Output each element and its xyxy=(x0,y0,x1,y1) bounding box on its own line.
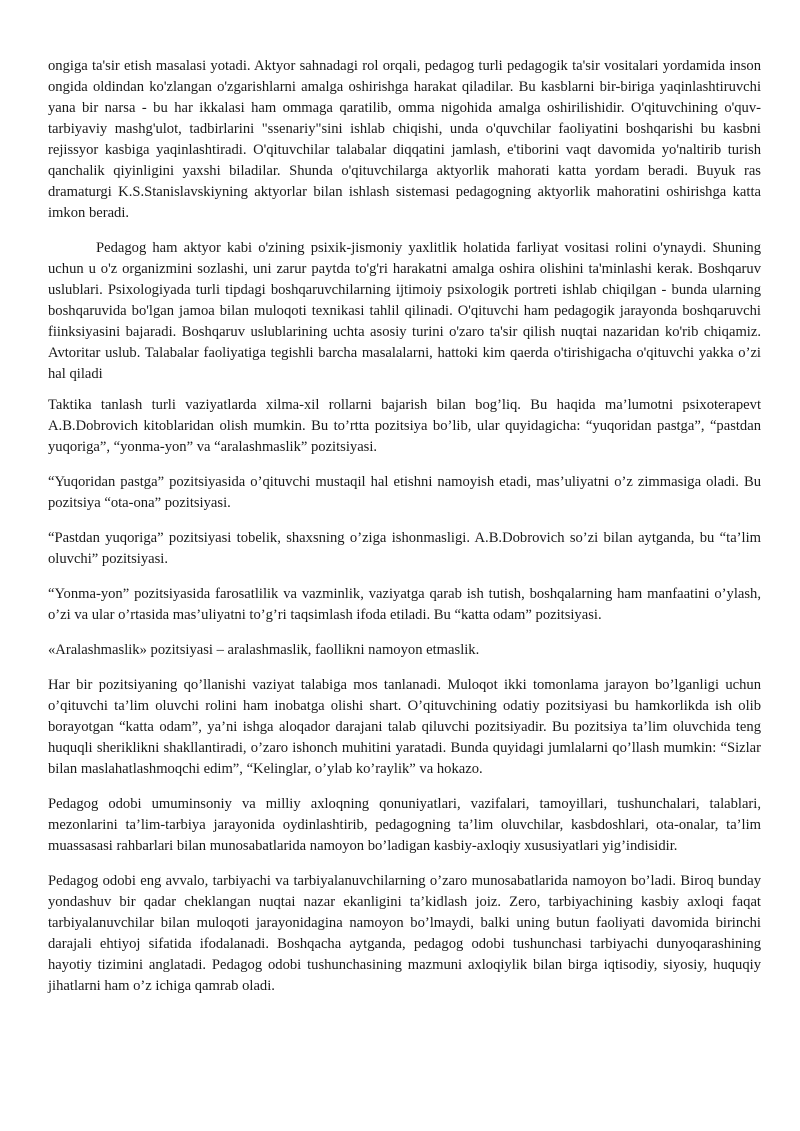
paragraph-position-choice: Har bir pozitsiyaning qo’llanishi vaziyat talabiga mos tanlanadi. Muloqot ikki tomonlama jarayon bo’lganligi uchun o’qituvchi ta’lim oluvchi rolini ham inobatga olishi shart. O’qituvchining odatiy pozitsiyasi bu hamkorlikda ish olib borayotgan “katta odam”, ya’ni ishga aloqador darajani talab qiluvchi pozitsiyadir. Bu pozitsiya ta’lim oluvchida teng huquqli sheriklikni shakllantiradi, o’zaro ishonch muhitini yaratadi. Bunda quyidagi jumlalarni qo’llash mumkin: “Sizlar bilan maslahatlashmoqchi edim”, “Kelinglar, o’ylab ko’raylik” va hokazo. xyxy=(48,677,761,777)
paragraph-pedagog-ethics-definition: Pedagog odobi umuminsoniy va milliy axloqning qonuniyatlari, vazifalari, tamoyillari, tushunchalari, talablari, mezonlarini ta’lim-tarbiya jarayonida oydinlashtirib, pedagogning ta’lim oluvchilar, kasbdoshlari, ota-onalar, ta’lim muassasasi rahbarlari bilan munosabatlarida namoyon bo’ladigan kasbiy-axloqiy xususiyatlari yig’indisidir. xyxy=(48,796,761,854)
paragraph-non-interference: «Aralashmaslik» pozitsiyasi – aralashmaslik, faollikni namoyon etmaslik. xyxy=(48,642,480,658)
paragraph-management-styles: Pedagog ham aktyor kabi o'zining psixik-jismoniy yaxlitlik holatida farliyat vositasi rolini o'ynaydi. Shuning uchun u o'z organizmini sozlashi, uni zarur paytda to'g'ri harakatni amalga oshira olishini ta'minlashi kerak. Boshqaruv uslublari. Psixologiyada turli tipdagi boshqaruvchilarning ijtimoiy psixologik portreti ishlab chiqilgan - bunda ularning boshqaruvida bo'lgan jamoa bilan muloqoti texnikasi tahlil qilinadi. O'qituvchi ham pedagogik jarayonda boshqaruvchi fiinksiyasini bajaradi. Boshqaruv uslublarining uchta asosiy turini o'zaro ta'sir qilish nuqtai nazaridan ko'rib chiqamiz. Avtoritar uslub. Talabalar faoliyatiga tegishli barcha masalalarni, hattoki kim qaerda o'tirishigacha o'qituvchi yakka o’zi hal qiladi xyxy=(48,240,761,382)
document-page xyxy=(48,56,761,1011)
paragraph-pedagog-ethics-scope: Pedagog odobi eng avvalo, tarbiyachi va tarbiyalanuvchilarning o’zaro munosabatlarida namoyon bo’ladi. Biroq bunday yondashuv bir qadar cheklangan nuqtai nazar ekanligini ta’kidlash joiz. Zero, tarbiyachining kasbiy axloqi faqat tarbiyalanuvchilar bilan muloqoti jarayonidagina namoyon bo’lmaydi, balki uning butun faoliyati davomida birinchi darajali ehtiyoj sifatida ifodalanadi. Boshqacha aytganda, pedagog odobi tushunchasi tarbiyachi dunyoqarashining hayotiy tizimini anglatadi. Pedagog odobi tushunchasining mazmuni axloqiylik bilan birga iqtisodiy, siyosiy, huquqiy jihatlarni ham o’z ichiga qamrab oladi. xyxy=(48,873,761,994)
paragraph-tactics: Taktika tanlash turli vaziyatlarda xilma-xil rollarni bajarish bilan bog’liq. Bu haqida ma’lumotni psixoterapevt A.B.Dobrovich kitoblaridan olish mumkin. Bu to’rtta pozitsiya bo’lib, ular quyidagicha: “yuqoridan pastga”, “pastdan yuqoriga”, “yonma-yon” va “aralashmaslik” pozitsiyasi. xyxy=(48,397,761,455)
paragraph-side-by-side: “Yonma-yon” pozitsiyasida farosatlilik va vazminlik, vaziyatga qarab ish tutish, boshqalarning ham manfaatini o’ylash, o’zi va ular o’rtasida mas’uliyatni to’g’ri taqsimlash ifoda etiladi. Bu “katta odam” pozitsiyasi. xyxy=(48,586,761,623)
paragraph-top-down: “Yuqoridan pastga” pozitsiyasida o’qituvchi mustaqil hal etishni namoyish etadi, mas’uliyatni o’z zimmasiga oladi. Bu pozitsiya “ota-ona” pozitsiyasi. xyxy=(48,474,761,511)
paragraph-actor-pedagog: ongiga ta'sir etish masalasi yotadi. Aktyor sahnadagi rol orqali, pedagog turli pedagogik ta'sir vositalari yordamida inson ongida oldindan ko'zlangan o'zgarishlarni amalga oshirishga harakat qiladilar. Bu kasblarni bir-biriga yaqinlashtiruvchi yana bir narsa - bu har ikkalasi ham ommaga qaratilib, omma nigohida amalga oshirilishidir. O'qituvchining o'quv-tarbiyaviy mashg'ulot, tadbirlarini "ssenariy"sini ishlab chiqishi, unda o'quvchilar faoliyatini boshqarishi bu kasbni rejissyor kasbiga yaqinlashtiradi. O'qituvchilar talabalar diqqatini jamlash, e'tiborini vaqt davomida yo'naltirib turish qanchalik qiyinligini yaxshi biladilar. Shunda o'qituvchilarga aktyorlik mahorati katta yordam beradi. Buyuk ras dramaturgi K.S.Stanislavskiyning aktyorlar bilan ishlash sistemasi pedagogning aktyorlik mahoratini oshirishga katta imkon beradi. xyxy=(48,58,761,221)
paragraph-bottom-up: “Pastdan yuqoriga” pozitsiyasi tobelik, shaxsning o’ziga ishonmasligi. A.B.Dobrovich so’zi bilan aytganda, bu “ta’lim oluvchi” pozitsiyasi. xyxy=(48,530,761,567)
